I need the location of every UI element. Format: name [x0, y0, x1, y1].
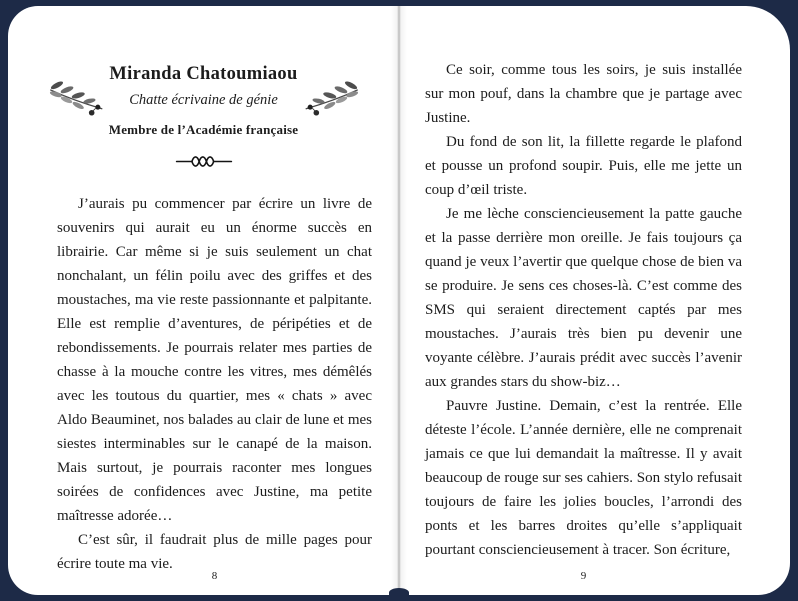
paragraph: Je me lèche consciencieusement la patte gauche et la passe derrière mon oreille. Je fais toujours ça quand je veux l’avertir que quelque chose de bien va se produire. Je sens ces choses-là. C’est comme des SMS qui seraient directement captés par mes moustaches. J’aurais très bien pu devenir une voyante célèbre. J’aurais prédit avec succès l’avenir aux grandes stars du show-biz…: [425, 206, 742, 390]
chapter-header: [48, 64, 360, 138]
author-subtitle: Chatte écrivaine de génie: [129, 92, 278, 108]
olive-branch-left-icon: [48, 77, 104, 125]
olive-branch-right-icon: [304, 77, 360, 125]
paragraph: C’est sûr, il faudrait plus de mille pages pour écrire toute ma vie.: [57, 532, 372, 572]
chapter-header-text: [108, 64, 300, 138]
left-page-text: [57, 192, 372, 576]
paragraph: J’aurais pu commencer par écrire un livre de souvenirs qui aurait eu un énorme succès en librairie. Car même si je suis seulement un chat nonchalant, un félin poilu avec des griffes et des moustaches, ma vie reste passionnante et palpitante. Elle est remplie d’aventures, de péripéties et de rebondissements. Je pourrais relater mes parties de chasse à la mouche contre les vitres, mes démêlés avec les toutous du quartier, mes « chats » avec Aldo Beauminet, nos balades au clair de lune et mes siestes interminables sur le canapé de la maison. Mais surtout, je pourrais raconter mes longues soirées de confidences avec Justine, ma petite maîtresse adorée…: [57, 196, 372, 524]
page-number-left: 8: [211, 570, 218, 582]
paragraph: Du fond de son lit, la fillette regarde le plafond et pousse un profond soupir. Puis, elle me jette un coup d’œil triste.: [425, 134, 742, 198]
author-membership: Membre de l’Académie française: [108, 122, 299, 137]
rope-knot-divider-icon: [175, 154, 233, 169]
page-number-right: 9: [580, 570, 587, 582]
paragraph: Ce soir, comme tous les soirs, je suis installée sur mon pouf, dans la chambre que je partage avec Justine.: [425, 62, 742, 126]
book-spread: [8, 6, 790, 595]
page-left: [8, 6, 399, 595]
paragraph: Pauvre Justine. Demain, c’est la rentrée. Elle déteste l’école. L’année dernière, elle ne comprenait jamais ce que lui demandait la maîtresse. Il y avait beaucoup de rouge sur ses cahiers. Son stylo refusait toujours de faire les jolies boucles, l’arrondi des ponts et les barres droites qu’elle s’appliquait pourtant consciencieusement à tracer. Son écriture,: [425, 398, 742, 558]
right-page-text: [425, 58, 742, 562]
author-title: Miranda Chatoumiaou: [109, 64, 298, 84]
page-right: [399, 6, 790, 595]
